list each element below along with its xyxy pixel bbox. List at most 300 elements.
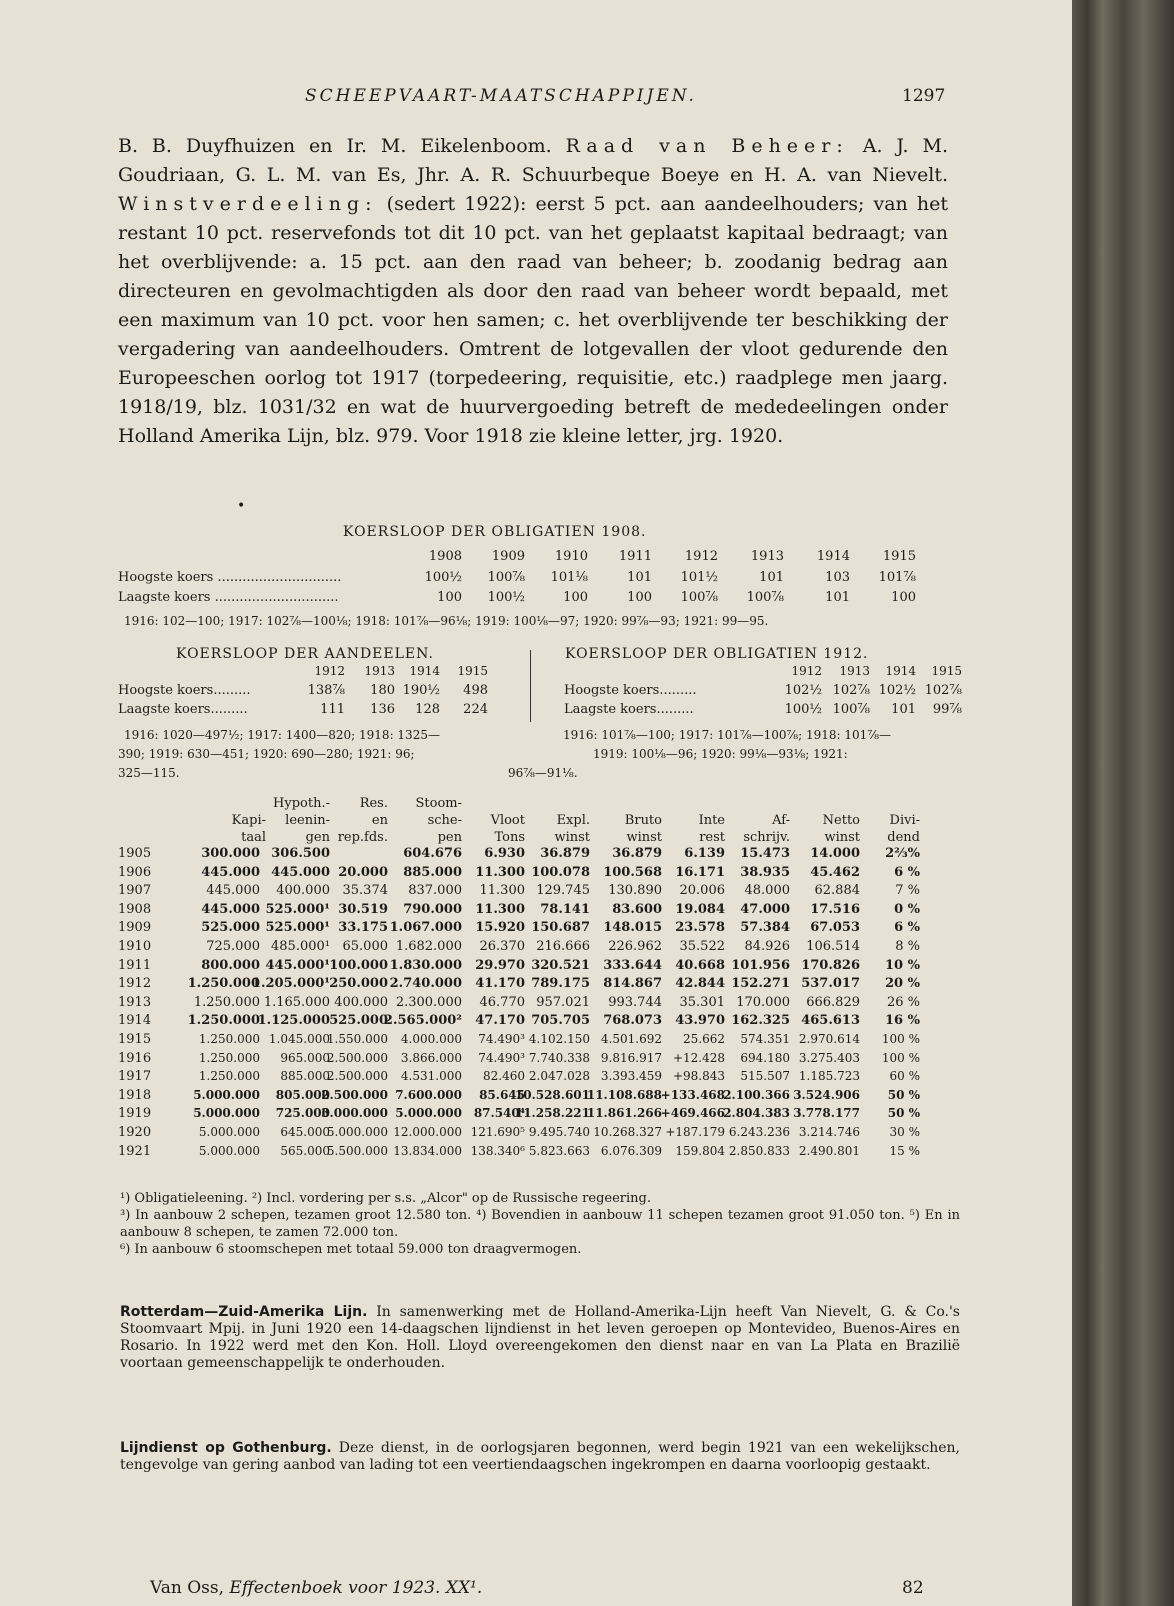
table-cell: 1.682.000	[395, 939, 462, 954]
row-year: 1911	[118, 957, 152, 973]
table-cell: 5.000.000	[395, 1106, 462, 1121]
table-cell: 485.000¹	[271, 939, 330, 954]
table-cell: 82.460	[483, 1069, 525, 1084]
table-cell: 885.000	[403, 864, 462, 880]
table-cell: 20.006	[679, 883, 725, 899]
table-cell: 525.000	[201, 920, 260, 936]
aandeelen-hoog-row	[0, 683, 530, 701]
winst-label: Winstverdeeling:	[118, 193, 378, 215]
footnotes	[120, 1190, 960, 1258]
intro-directors: B. B. Duyfhuizen en Ir. M. Eikelenboom.	[118, 135, 552, 157]
table-cell: 2.500.000	[326, 1050, 388, 1065]
table-cell: 121.690⁵	[470, 1125, 525, 1139]
year-cell: 1912	[791, 664, 822, 678]
book-spine	[1072, 0, 1174, 1606]
value-cell: 101	[627, 570, 652, 585]
table-cell: +12.428	[672, 1050, 725, 1065]
year-cell: 1914	[409, 664, 440, 678]
column-header: Af-	[772, 813, 790, 828]
value-cell: 100	[437, 590, 462, 605]
table-cell: 23.578	[675, 920, 725, 936]
table-cell: 694.180	[740, 1050, 790, 1065]
table-cell: 35.301	[679, 994, 725, 1010]
table-cell: 40.668	[675, 957, 725, 973]
table-cell: 7.600.000	[395, 1087, 462, 1102]
table-cell: 465.613	[801, 1013, 860, 1029]
value-cell: 190½	[402, 683, 440, 698]
table-cell: 768.073	[603, 1013, 662, 1029]
table-cell: 62.884	[814, 883, 860, 899]
year-cell: 1909	[491, 549, 525, 564]
row-year: 1909	[118, 920, 152, 936]
intro-paragraph	[118, 132, 948, 451]
table-cell: 6 %	[894, 920, 920, 936]
value-cell: 138⅞	[307, 683, 345, 698]
table-cell: 4.102.150	[528, 1032, 590, 1046]
intro-board: A. J. M. Goudriaan, G. L. M. van Es, Jhr. A. R. Schuurbeque Boeye en H. A. van Nievelt.	[118, 135, 949, 186]
obl1908-hoog-row	[0, 570, 1072, 588]
table-cell: 20.000	[338, 864, 388, 880]
value-cell: 102⅞	[832, 683, 870, 698]
table-cell: 1.125.000	[257, 1013, 330, 1029]
footer-title: Effectenboek voor 1923.	[229, 1578, 441, 1598]
table-cell: 574.351	[740, 1032, 790, 1046]
table-cell: 1.165.000	[263, 994, 330, 1010]
bullet-mark: •	[237, 498, 246, 514]
table-cell: 1.250.000	[187, 1013, 260, 1029]
table-cell: 11.108.688	[586, 1087, 662, 1102]
table-cell: 525.000	[329, 1013, 388, 1029]
column-header: Netto	[822, 813, 860, 828]
table-cell: 38.935	[740, 864, 790, 880]
table-cell: 35.522	[679, 939, 725, 954]
goth-text: Deze dienst, in de oorlogsjaren begonnen, werd begin 1921 van een wekelijkschen, tengevolge van gering aanbod van lading tot een veertiendaagschen ingekrompen en daarna voorloopig gestaakt.	[120, 1440, 960, 1473]
value-cell: 102½	[784, 683, 822, 698]
table-cell: 148.015	[603, 920, 662, 936]
table-cell: 57.384	[740, 920, 790, 936]
year-cell: 1915	[931, 664, 962, 678]
footer-author: Van Oss,	[150, 1578, 224, 1598]
row-year: 1916	[118, 1050, 152, 1066]
column-header: Divi-	[889, 813, 920, 828]
table-cell: 445.000	[201, 864, 260, 880]
table-cell: 10.528.601	[514, 1087, 590, 1102]
table-cell: 10.268.327	[593, 1125, 662, 1139]
table-cell: 445.000	[201, 901, 260, 917]
table-row	[0, 883, 1072, 901]
row-year: 1907	[118, 883, 152, 899]
value-cell: 498	[463, 683, 488, 698]
table-row	[0, 1144, 1072, 1162]
table-cell: +469.466	[660, 1106, 725, 1121]
table-cell: 3.866.000	[400, 1050, 462, 1065]
value-cell: 102½	[878, 683, 916, 698]
table-cell: 805.000	[275, 1087, 330, 1102]
table-cell: 993.744	[608, 994, 662, 1010]
table-cell: 47.000	[740, 901, 790, 917]
table-cell: 1.550.000	[326, 1032, 388, 1046]
table-cell: 226.962	[608, 939, 662, 954]
column-header: rep.fds.	[337, 830, 388, 845]
table-cell: 8 %	[895, 939, 920, 954]
value-cell: 101	[891, 702, 916, 717]
table-cell: 789.175	[531, 976, 590, 992]
aandeelen-year-row	[0, 664, 530, 680]
table-cell: 65.000	[342, 939, 388, 954]
table-row	[0, 920, 1072, 938]
table-cell: 16 %	[885, 1013, 920, 1029]
year-cell: 1908	[428, 549, 462, 564]
table-row	[0, 1069, 1072, 1087]
year-cell: 1913	[750, 549, 784, 564]
table-cell: 14.000	[810, 846, 860, 861]
table-cell: 9.495.740	[528, 1125, 590, 1139]
obl1912-year-row	[530, 664, 1072, 680]
value-cell: 100½	[487, 590, 525, 605]
gothenburg-paragraph	[120, 1440, 960, 1474]
table-cell: 11.861.266	[586, 1106, 662, 1121]
footnote-3: ⁶) In aanbouw 6 stoomschepen met totaal 59.000 ton draagvermogen.	[120, 1242, 582, 1257]
table-cell: 2.490.801	[798, 1143, 860, 1158]
table-cell: 170.826	[801, 957, 860, 973]
table-cell: 130.890	[608, 883, 662, 899]
table-cell: 30 %	[889, 1125, 920, 1139]
value-cell: 101⅞	[878, 570, 916, 585]
running-header: SCHEEPVAART-MAATSCHAPPIJEN.	[305, 86, 697, 106]
table-cell: 800.000	[201, 957, 260, 973]
table-cell: 565.000	[280, 1143, 330, 1158]
column-header: Tons	[494, 830, 525, 845]
table-row	[0, 995, 1072, 1013]
row-year: 1915	[118, 1032, 152, 1047]
table-cell: 400.000	[276, 883, 330, 899]
table-cell: 100 %	[881, 1050, 920, 1065]
table-cell: 87.540⁴	[473, 1106, 525, 1121]
column-header: dend	[887, 830, 920, 845]
table-cell: 42.844	[675, 976, 725, 992]
row-year: 1910	[118, 939, 152, 954]
footer-volume: XX¹.	[445, 1578, 483, 1598]
table-cell: 3.393.459	[600, 1069, 662, 1084]
aandeelen-note-3: 325—115.	[118, 766, 180, 780]
table-cell: 333.644	[603, 957, 662, 973]
value-cell: 136	[370, 702, 395, 717]
table-cell: 666.829	[806, 994, 860, 1010]
table-cell: 46.770	[479, 994, 525, 1010]
table-cell: 216.666	[536, 939, 590, 954]
table-cell: 20 %	[885, 976, 920, 992]
table-cell: 1.250.000	[187, 976, 260, 992]
table-cell: 26 %	[886, 994, 920, 1010]
column-header: Vloot	[490, 813, 525, 828]
obl1912-note-2: 1919: 100⅛—96; 1920: 99⅛—93⅛; 1921:	[593, 747, 848, 761]
table-cell: 74.490³	[478, 1032, 525, 1046]
table-cell: 1.185.723	[798, 1069, 860, 1084]
table-cell: 2.565.000²	[383, 1013, 462, 1029]
table-cell: 6.139	[684, 846, 725, 861]
table-cell: 2.300.000	[395, 994, 462, 1010]
table-cell: 0 %	[894, 901, 920, 917]
table-cell: 138.340⁶	[470, 1143, 525, 1158]
table-cell: 6 %	[894, 864, 920, 880]
table-row	[0, 902, 1072, 920]
value-cell: 100½	[424, 570, 462, 585]
table-row	[0, 976, 1072, 994]
value-cell: 100⅞	[680, 590, 718, 605]
table-cell: 129.745	[536, 883, 590, 899]
table-cell: 445.000	[271, 864, 330, 880]
table-cell: 3.214.746	[798, 1125, 860, 1139]
footnote-1: ¹) Obligatieleening. ²) Incl. vordering per s.s. „Alcor" op de Russische regeering.	[120, 1191, 651, 1206]
column-header: pen	[437, 830, 462, 845]
aandeelen-title: KOERSLOOP DER AANDEELEN.	[176, 646, 434, 662]
column-header: Hypoth.-	[273, 796, 330, 811]
table-cell: 537.017	[801, 976, 860, 992]
table-cell: +133.468	[660, 1087, 725, 1102]
table-cell: 837.000	[408, 883, 462, 899]
column-header: taal	[241, 830, 266, 845]
table-cell: 11.258.221	[514, 1106, 590, 1121]
goth-heading: Lijndienst op Gothenburg.	[120, 1440, 332, 1456]
row-year: 1908	[118, 901, 152, 917]
intro-rules: (sedert 1922): eerst 5 pct. aan aandeelhouders; van het restant 10 pct. reservefonds tot dit 10 pct. van het geplaatst kapitaal bedraagt; van het overblijvende: a. 15 pct. aan den raad van beheer; b. zoodanig bedrag aan directeuren en gevolmachtigden als door den raad van beheer wordt bepaald, met een maximum van 10 pct. voor hen samen; c. het overblijvende ter beschikking der vergadering van aandeelhouders. Omtrent de lotgevallen der vloot gedurende den Europeeschen oorlog tot 1917 (torpedeering, requisitie, etc.) raadplege men jaarg. 1918/19, blz. 1031/32 en wat de huurvergoeding betreft de mededeelingen onder Holland Amerika Lijn, blz. 979. Voor 1918 zie kleine letter, jrg. 1920.	[118, 193, 948, 447]
table-cell: 43.970	[675, 1013, 725, 1029]
table-cell: 3.275.403	[798, 1050, 860, 1065]
table-cell: 50 %	[887, 1106, 920, 1121]
table-cell: 36.879	[612, 846, 662, 861]
table-cell: 250.000	[329, 976, 388, 992]
table-cell: 159.804	[675, 1143, 725, 1158]
column-header: Inte	[698, 813, 725, 828]
table-cell: 525.000¹	[265, 920, 330, 936]
value-cell: 100⅞	[487, 570, 525, 585]
obl1908-year-row	[0, 549, 1072, 567]
column-header: leenin-	[285, 813, 330, 828]
table-cell: 17.516	[810, 901, 860, 917]
table-cell: 525.000¹	[265, 901, 330, 917]
column-header: Res.	[359, 796, 388, 811]
obl1912-laag-row	[530, 702, 1072, 720]
table-cell: 2⅔%	[885, 846, 920, 861]
row-year: 1906	[118, 864, 152, 880]
column-header: Expl.	[556, 813, 590, 828]
table-cell: 400.000	[334, 994, 388, 1010]
year-cell: 1912	[314, 664, 345, 678]
table-cell: 306.500	[271, 846, 330, 861]
table-cell: 162.325	[731, 1013, 790, 1029]
table-cell: 150.687	[531, 920, 590, 936]
year-cell: 1915	[882, 549, 916, 564]
table-cell: 26.370	[479, 939, 525, 954]
row-year: 1919	[118, 1106, 152, 1122]
table-cell: 10 %	[885, 957, 920, 973]
table-cell: 1.250.000	[198, 1032, 260, 1046]
table-cell: 7.740.338	[528, 1050, 590, 1065]
year-cell: 1910	[554, 549, 588, 564]
row-year: 1921	[118, 1143, 152, 1159]
table-cell: 35.374	[342, 883, 388, 899]
table-cell: 106.514	[806, 939, 860, 954]
table-cell: 1.830.000	[389, 957, 462, 973]
table-cell: 604.676	[403, 846, 462, 861]
table-cell: 2.970.614	[798, 1032, 860, 1046]
table-cell: 1.045.000	[268, 1032, 330, 1046]
table-row	[0, 1125, 1072, 1143]
value-cell: 180	[370, 683, 395, 698]
table-row	[0, 846, 1072, 864]
table-cell: 2.100.366	[723, 1087, 790, 1102]
table-cell: 60 %	[889, 1069, 920, 1084]
table-cell: 100.078	[531, 864, 590, 880]
table-cell: 5.000.000	[198, 1143, 260, 1158]
table-cell: 300.000	[201, 846, 260, 861]
table-cell: 30.519	[338, 901, 388, 917]
row-label: Laagste koers.........	[564, 702, 694, 717]
row-year: 1917	[118, 1069, 152, 1085]
table-cell: 705.705	[531, 1013, 590, 1029]
table-cell: 48.000	[744, 883, 790, 899]
aandeelen-laag-row	[0, 702, 530, 720]
table-cell: 12.000.000	[393, 1125, 462, 1139]
obl1908-note: 1916: 102—100; 1917: 102⅞—100⅛; 1918: 101⅞—96⅛; 1919: 100⅛—97; 1920: 99⅞—93; 1921: 99—95.	[124, 614, 769, 628]
aandeelen-note-1: 1916: 1020—497½; 1917: 1400—820; 1918: 1325—	[124, 728, 440, 742]
value-cell: 101	[825, 590, 850, 605]
table-cell: 5.000.000	[193, 1087, 260, 1102]
value-cell: 103	[825, 570, 850, 585]
value-cell: 100	[891, 590, 916, 605]
table-cell: 36.879	[540, 846, 590, 861]
column-header: winst	[626, 830, 662, 845]
table-cell: 885.000	[280, 1069, 330, 1084]
table-cell: 170.000	[736, 994, 790, 1010]
row-year: 1912	[118, 976, 152, 992]
table-row	[0, 1088, 1072, 1106]
table-cell: 2.804.383	[723, 1106, 790, 1121]
table-cell: 445.000	[206, 883, 260, 899]
row-label: Laagste koers ..............................	[118, 590, 339, 605]
rza-text: In samenwerking met de Holland-Amerika-Lijn heeft Van Nievelt, G. & Co.'s Stoomvaart Mpij. in Juni 1920 een 14-daagschen lijndienst in het leven geroepen op Montevideo, Buenos-Aires en Rosario. In 1922 werd met den Kon. Holl. Lloyd overeengekomen den dienst naar en van La Plata en Brazilië voortaan gemeenschappelijk te onderhouden.	[120, 1304, 960, 1371]
table-cell: 5.823.663	[528, 1143, 590, 1158]
table-cell: 74.490³	[478, 1050, 525, 1065]
table-cell: 11.300	[475, 864, 525, 880]
table-row	[0, 939, 1072, 957]
table-cell: 15 %	[889, 1143, 920, 1158]
value-cell: 224	[463, 702, 488, 717]
table-cell: 101.956	[731, 957, 790, 973]
signature-number: 82	[902, 1578, 924, 1598]
table-row	[0, 1051, 1072, 1069]
table-cell: 1.250.000	[198, 1050, 260, 1065]
table-cell: 790.000	[403, 901, 462, 917]
value-cell: 102⅞	[924, 683, 962, 698]
table-cell: 25.662	[683, 1032, 725, 1046]
table-cell: 16.171	[675, 864, 725, 880]
value-cell: 128	[415, 702, 440, 717]
table-cell: 19.084	[675, 901, 725, 917]
table-cell: 4.501.692	[600, 1032, 662, 1046]
table-cell: 957.021	[536, 994, 590, 1010]
table-cell: 2.500.000	[321, 1087, 388, 1102]
table-cell: +187.179	[665, 1125, 725, 1139]
table-cell: 100.000	[329, 957, 388, 973]
table-row	[0, 1032, 1072, 1050]
table-cell: 15.473	[740, 846, 790, 861]
table-cell: 50 %	[887, 1087, 920, 1102]
table-cell: 515.507	[740, 1069, 790, 1084]
table-cell: 45.462	[810, 864, 860, 880]
row-label: Hoogste koers.........	[564, 683, 697, 698]
table-cell: 645.000	[280, 1125, 330, 1139]
value-cell: 100	[627, 590, 652, 605]
obl1912-title: KOERSLOOP DER OBLIGATIEN 1912.	[565, 646, 869, 662]
value-cell: 101⅛	[550, 570, 588, 585]
table-cell: 5.000.000	[193, 1106, 260, 1121]
table-cell: 1.250.000	[198, 1069, 260, 1084]
page-footer	[150, 1578, 482, 1598]
table-cell: 4.000.000	[400, 1032, 462, 1046]
row-year: 1918	[118, 1087, 152, 1103]
value-cell: 100½	[784, 702, 822, 717]
value-cell: 101½	[680, 570, 718, 585]
row-year: 1920	[118, 1125, 152, 1140]
obl1912-hoog-row	[530, 683, 1072, 701]
row-year: 1914	[118, 1013, 152, 1029]
table-cell: 11.300	[475, 901, 525, 917]
table-cell: 5.000.000	[326, 1125, 388, 1139]
column-header: Stoom-	[415, 796, 462, 811]
rza-paragraph	[120, 1304, 960, 1372]
column-header: winst	[824, 830, 860, 845]
table-cell: 6.930	[484, 846, 525, 861]
column-header: sche-	[427, 813, 462, 828]
obl1908-laag-row	[0, 590, 1072, 608]
aandeelen-note-2: 390; 1919: 630—451; 1920: 690—280; 1921: 96;	[118, 747, 415, 761]
obl1912-note-3: 96⅞—91⅛.	[508, 766, 578, 780]
year-cell: 1913	[364, 664, 395, 678]
value-cell: 101	[759, 570, 784, 585]
table-cell: 965.000	[280, 1050, 330, 1065]
table-cell: 2.500.000	[326, 1069, 388, 1084]
table-cell: 3.524.906	[793, 1087, 860, 1102]
table-row	[0, 1013, 1072, 1031]
row-year: 1905	[118, 846, 152, 861]
table-row	[0, 865, 1072, 883]
column-header: en	[371, 813, 388, 828]
obl1908-title: KOERSLOOP DER OBLIGATIEN 1908.	[343, 524, 647, 540]
table-cell: 13.834.000	[393, 1143, 462, 1158]
table-cell: 47.170	[475, 1013, 525, 1029]
table-cell: +98.843	[672, 1069, 725, 1084]
table-cell: 85.645	[479, 1087, 525, 1102]
table-cell: 6.076.309	[600, 1143, 662, 1158]
year-cell: 1913	[839, 664, 870, 678]
value-cell: 100⅞	[746, 590, 784, 605]
table-cell: 320.521	[531, 957, 590, 973]
table-cell: 725.000	[206, 939, 260, 954]
table-cell: 2.850.833	[728, 1143, 790, 1158]
row-label: Laagste koers.........	[118, 702, 248, 717]
year-cell: 1914	[816, 549, 850, 564]
value-cell: 100	[563, 590, 588, 605]
table-cell: 33.175	[338, 920, 388, 936]
year-cell: 1911	[618, 549, 652, 564]
column-header: Kapi-	[231, 813, 266, 828]
table-cell: 41.170	[475, 976, 525, 992]
table-cell: 83.600	[612, 901, 662, 917]
raad-label: Raad van Beheer:	[565, 135, 849, 157]
row-year: 1913	[118, 994, 152, 1010]
table-cell: 29.970	[475, 957, 525, 973]
